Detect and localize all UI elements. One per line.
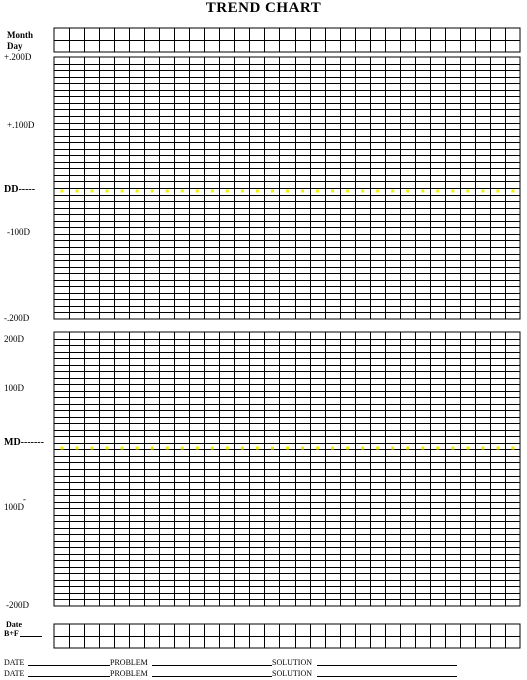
md-center-dot — [241, 447, 244, 450]
dd-center-dot — [436, 190, 439, 193]
date-label: Date — [6, 620, 22, 629]
md-center-dot — [151, 447, 154, 450]
dd-center-dot — [466, 190, 469, 193]
dd-center-dot — [151, 190, 154, 193]
md-center-dot — [91, 447, 94, 450]
md-center-dot — [331, 447, 334, 450]
top-label-minus200: -.200D — [4, 313, 30, 323]
bottom-label-minus200: -200D — [6, 600, 29, 610]
md-center-dot — [166, 447, 169, 450]
footer-row-1-solution: SOLUTION — [272, 658, 312, 667]
dd-center-dot — [61, 190, 64, 193]
md-chart-grid-border — [54, 332, 520, 606]
dd-center-dot — [421, 190, 424, 193]
bottom-label-plus100: 100D — [4, 383, 24, 393]
md-center-dot — [346, 447, 349, 450]
md-center-dot — [421, 447, 424, 450]
dd-center-dot — [211, 190, 214, 193]
dd-center-dot — [136, 190, 139, 193]
bottom-label-minus-mark: - — [23, 494, 26, 504]
footer-row-1-problem: PROBLEM — [110, 658, 148, 667]
bottom-label-minus100: 100D — [4, 502, 24, 512]
md-center-dot — [271, 447, 274, 450]
dd-center-dot — [241, 190, 244, 193]
md-center-dot — [136, 447, 139, 450]
top-label-plus200: +.200D — [4, 52, 32, 62]
dd-center-dot — [91, 190, 94, 193]
bottom-label-plus200: 200D — [4, 334, 24, 344]
top-label-center: DD----- — [4, 184, 36, 195]
md-center-dot — [361, 447, 364, 450]
footer-row-2-problem: PROBLEM — [110, 669, 148, 678]
dd-center-dot — [226, 190, 229, 193]
md-center-dot — [61, 447, 64, 450]
md-center-dot — [181, 447, 184, 450]
dd-center-dot — [286, 190, 289, 193]
dd-center-dot — [76, 190, 79, 193]
dd-center-dot — [106, 190, 109, 193]
dd-center-dot — [391, 190, 394, 193]
md-center-dot — [376, 447, 379, 450]
top-label-plus100: +.100D — [7, 120, 35, 130]
footer-row-2-solution: SOLUTION — [272, 669, 312, 678]
md-center-dot — [211, 447, 214, 450]
md-center-dot — [256, 447, 259, 450]
dd-center-dot — [451, 190, 454, 193]
md-center-dot — [226, 447, 229, 450]
md-center-dot — [391, 447, 394, 450]
dd-center-dot — [481, 190, 484, 193]
md-center-dot — [451, 447, 454, 450]
dd-center-dot — [121, 190, 124, 193]
md-center-dot — [301, 447, 304, 450]
month-day-grid-border — [54, 28, 520, 52]
bf-label: B+F — [4, 629, 19, 638]
footer-row-2-date: DATE — [4, 669, 25, 678]
footer-row-1-date: DATE — [4, 658, 25, 667]
top-label-minus100: -100D — [7, 227, 30, 237]
dd-center-dot — [316, 190, 319, 193]
md-center-dot — [76, 447, 79, 450]
dd-center-dot — [196, 190, 199, 193]
md-center-dot — [406, 447, 409, 450]
md-center-dot — [286, 447, 289, 450]
dd-center-dot — [301, 190, 304, 193]
day-label: Day — [7, 41, 23, 51]
md-center-dot — [121, 447, 124, 450]
date-bf-grid-border — [54, 624, 520, 648]
md-center-dot — [481, 447, 484, 450]
md-center-dot — [316, 447, 319, 450]
md-center-dot — [511, 447, 514, 450]
dd-center-dot — [346, 190, 349, 193]
dd-center-dot — [331, 190, 334, 193]
md-center-dot — [466, 447, 469, 450]
dd-center-dot — [361, 190, 364, 193]
page-title: TREND CHART — [205, 0, 322, 16]
md-center-dot — [196, 447, 199, 450]
dd-center-dot — [406, 190, 409, 193]
dd-center-dot — [376, 190, 379, 193]
dd-center-dot — [256, 190, 259, 193]
dd-center-dot — [181, 190, 184, 193]
month-label: Month — [7, 30, 34, 40]
dd-center-dot — [271, 190, 274, 193]
dd-center-dot — [166, 190, 169, 193]
md-center-dot — [436, 447, 439, 450]
dd-center-dot — [496, 190, 499, 193]
dd-center-dot — [511, 190, 514, 193]
md-center-dot — [496, 447, 499, 450]
md-center-dot — [106, 447, 109, 450]
bottom-label-center: MD------- — [4, 437, 44, 448]
